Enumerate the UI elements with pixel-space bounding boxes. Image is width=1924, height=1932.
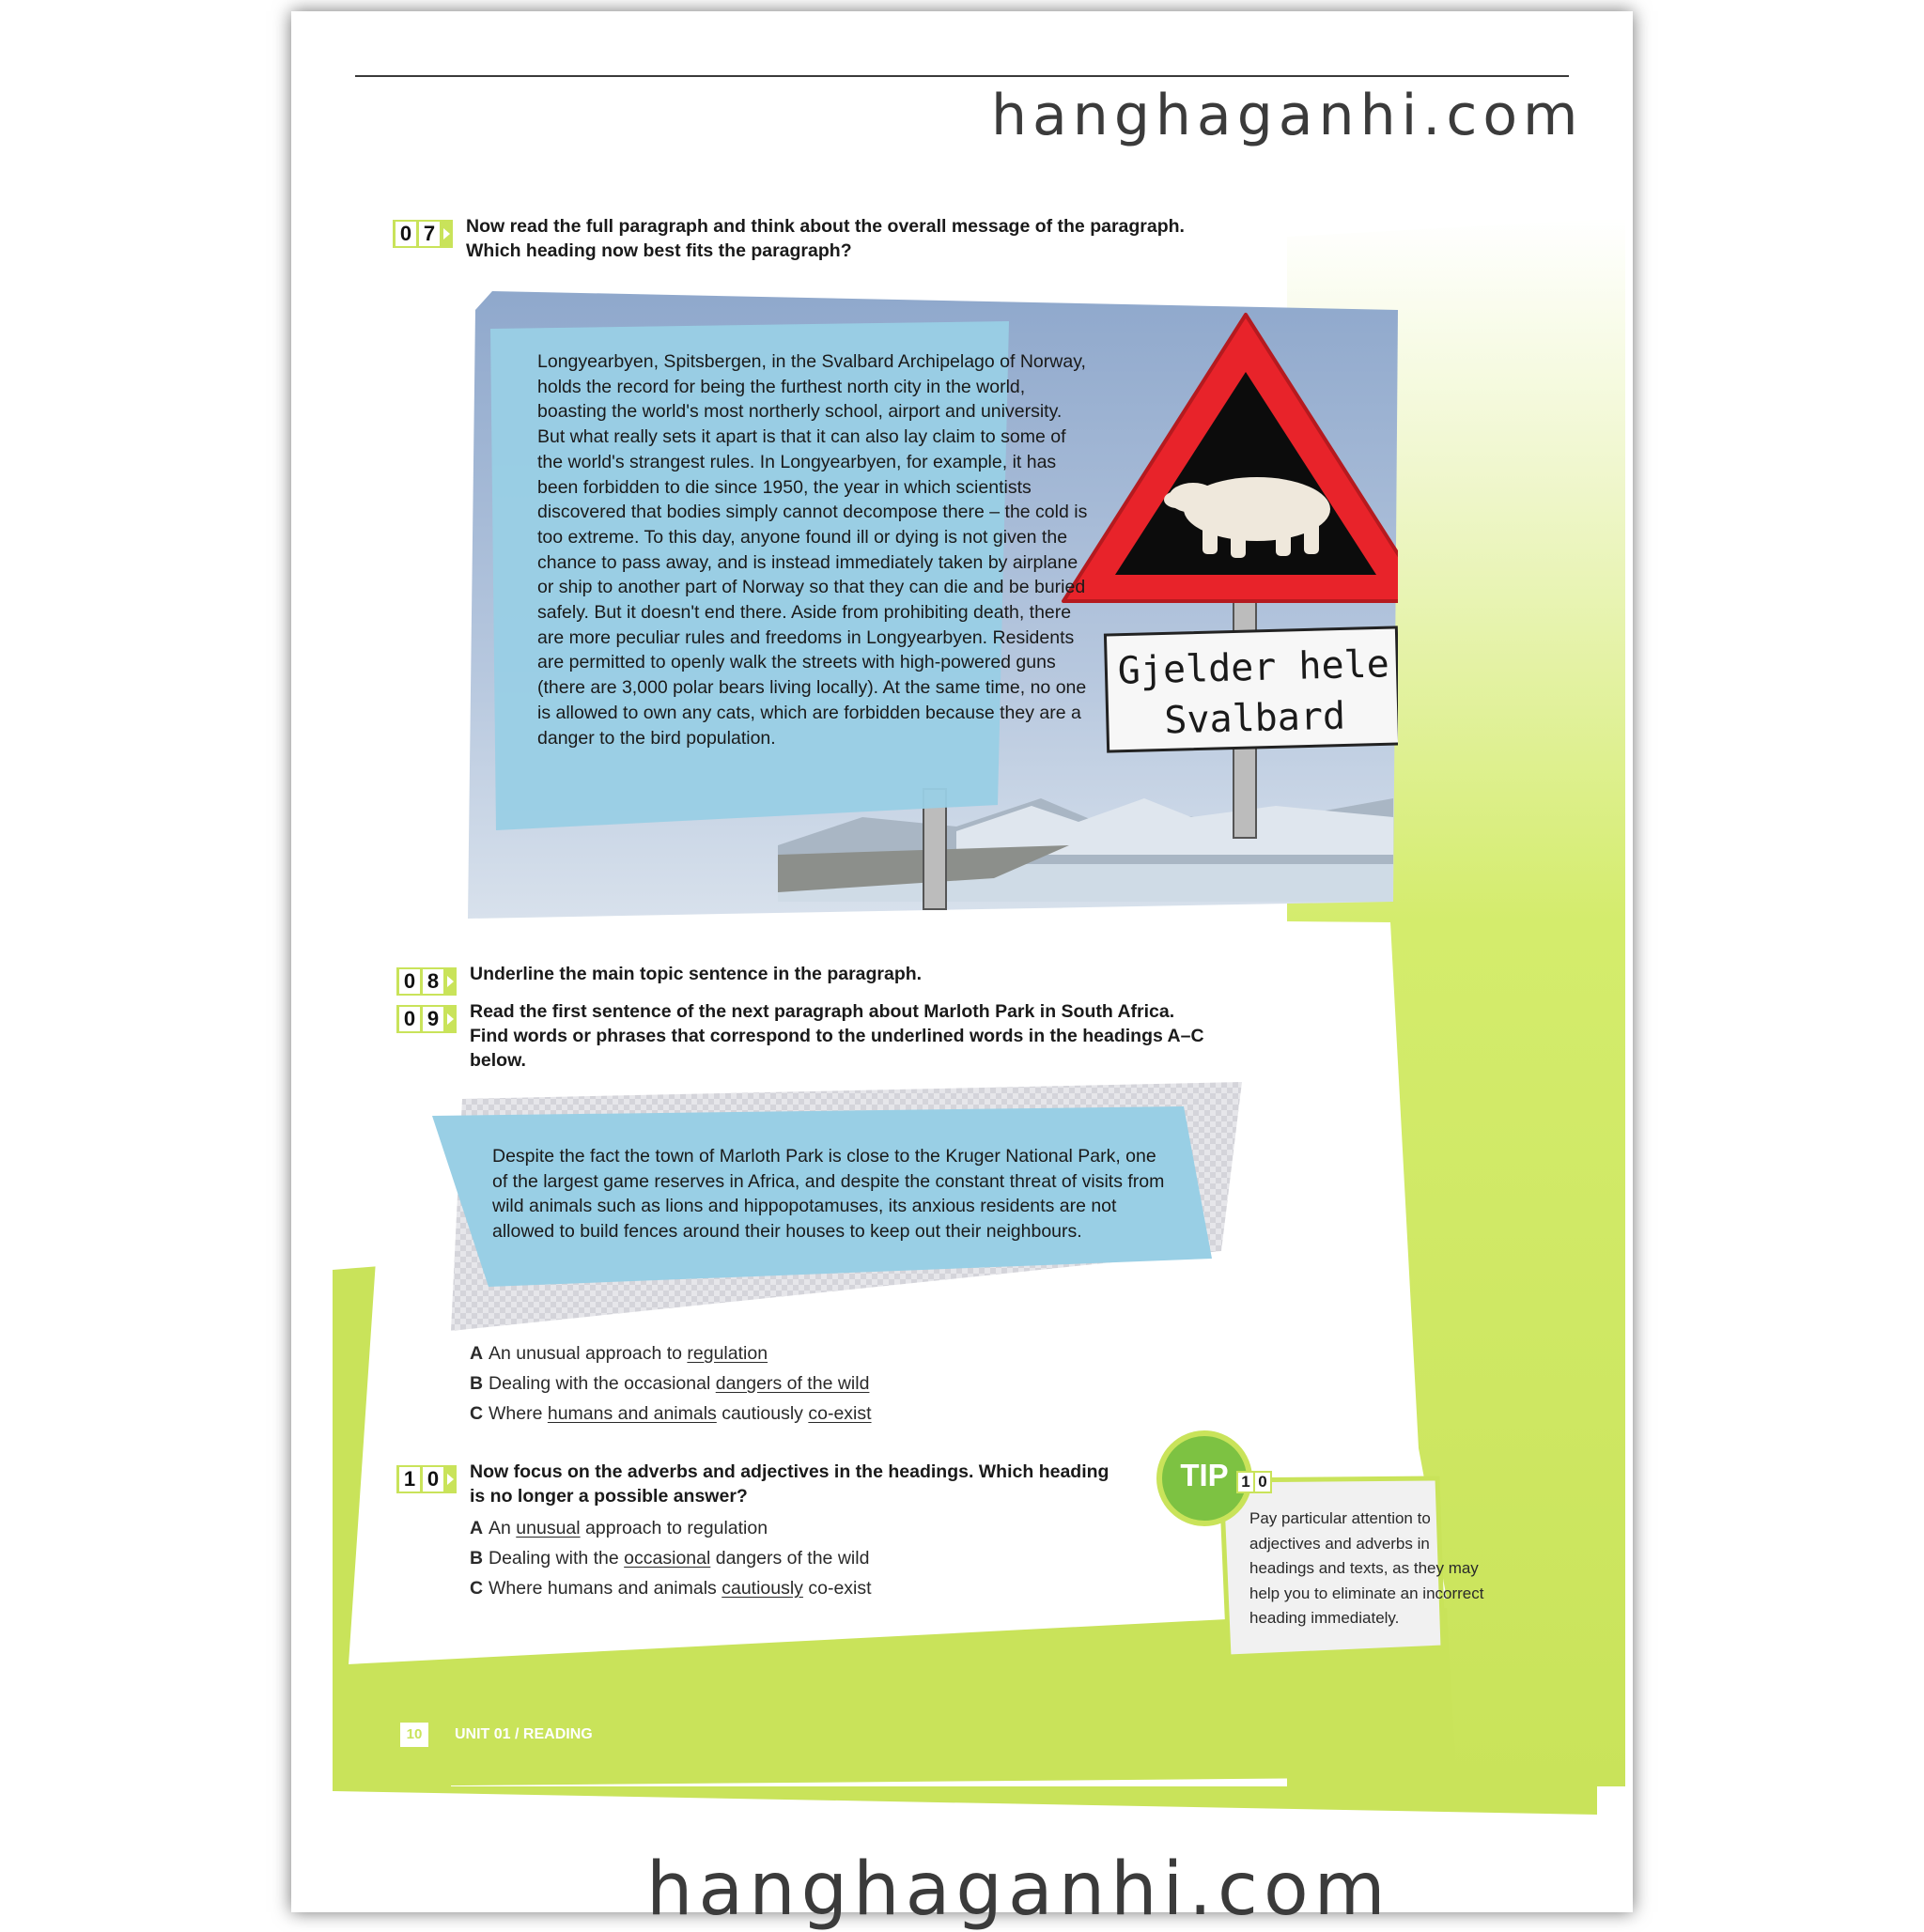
arrow-icon (447, 1013, 454, 1025)
heading-option-10-b: B Dealing with the occasional dangers of the wild (470, 1548, 870, 1569)
heading-option-09-c: C Where humans and animals cautiously co-exist (470, 1403, 872, 1424)
task-09-instruction: Read the first sentence of the next paragraph about Marloth Park in South Africa. Find words or phrases that correspond to the underlined words in the headings A–C below. (470, 1001, 1204, 1071)
heading-option-09-b: B Dealing with the occasional dangers of the wild (470, 1373, 870, 1394)
option-letter: B (470, 1548, 484, 1569)
task-07-instruction: Now read the full paragraph and think about the overall message of the paragraph. Which heading now best fits the paragraph? (466, 216, 1185, 261)
underlined-word: unusual (516, 1518, 581, 1538)
underlined-phrase: regulation (687, 1343, 768, 1364)
marloth-paragraph: Despite the fact the town of Marloth Park is close to the Kruger National Park, one of the largest game reserves in Africa, and despite the constant threat of visits from wild animals such as lions and hippopotamuses, its anxious residents are not allowed to build fences around their houses to keep out their neighbours. (492, 1146, 1165, 1243)
option-letter: B (470, 1373, 484, 1394)
option-letter: A (470, 1518, 484, 1538)
tip-number: 1 0 (1236, 1471, 1272, 1493)
textbook-page (291, 11, 1633, 1932)
task-number-07: 0 7 (393, 220, 453, 248)
heading-option-10-c: C Where humans and animals cautiously co-exist (470, 1578, 872, 1599)
option-letter: C (470, 1403, 484, 1424)
footer-unit-label: UNIT 01 / READING (455, 1726, 593, 1742)
underlined-word: cautiously (722, 1578, 803, 1599)
task-number-09: 0 9 (396, 1005, 457, 1033)
underlined-word: occasional (624, 1548, 711, 1569)
tip-label: TIP (1180, 1458, 1229, 1492)
heading-option-10-a: A An unusual approach to regulation (470, 1518, 768, 1538)
watermark-bottom: hanghaganhi.com (646, 1847, 1391, 1932)
arrow-icon (447, 1474, 454, 1485)
underlined-phrase: dangers of the wild (715, 1373, 870, 1394)
longyearbyen-paragraph: Longyearbyen, Spitsbergen, in the Svalbard Archipelago of Norway, holds the record for being the furthest north city in the world, boasting the world's most northerly school, airport and university. But what really sets it apart is that it can also lay claim to some of the world's strangest rules. In Longyearbyen, for example, it has been forbidden to die since 1950, the year in which scientists discovered that bodies simply cannot decompose there – the cold is too extreme. To this day, anyone found ill or dying is not given the chance to pass away, and is instead immediately taken by airplane or ship to another part of Norway so that they can die and be buried safely. But it doesn't end there. Aside from prohibiting death, there are more peculiar rules and freedoms in Longyearbyen. Residents are permitted to openly walk the streets with high-powered guns (there are 3,000 polar bears living locally). At the same time, no one is allowed to own any cats, which are forbidden because they are a danger to the bird population. (537, 351, 1088, 749)
tip-text: Pay particular attention to adjectives and adverbs in headings and texts, as they may help you to eliminate an incorrect heading immediately. (1249, 1509, 1484, 1627)
option-letter: C (470, 1578, 484, 1599)
underlined-phrase: humans and animals (547, 1403, 717, 1424)
arrow-icon (443, 228, 450, 240)
task-08-instruction: Underline the main topic sentence in the paragraph. (470, 964, 923, 984)
header-rule (355, 75, 1569, 77)
heading-option-09-a: A An unusual approach to regulation (470, 1343, 768, 1364)
sign-text: Gjelder hele Svalbard (1117, 642, 1390, 743)
arrow-icon (447, 976, 454, 987)
watermark-top: hanghaganhi.com (991, 83, 1584, 148)
underlined-phrase: co-exist (808, 1403, 872, 1424)
page-number: 10 (400, 1723, 428, 1747)
task-number-08: 0 8 (396, 967, 457, 996)
option-letter: A (470, 1343, 484, 1364)
task-10-instruction: Now focus on the adverbs and adjectives in the headings. Which heading is no longer a possible answer? (470, 1461, 1109, 1507)
task-number-10: 1 0 (396, 1465, 457, 1493)
